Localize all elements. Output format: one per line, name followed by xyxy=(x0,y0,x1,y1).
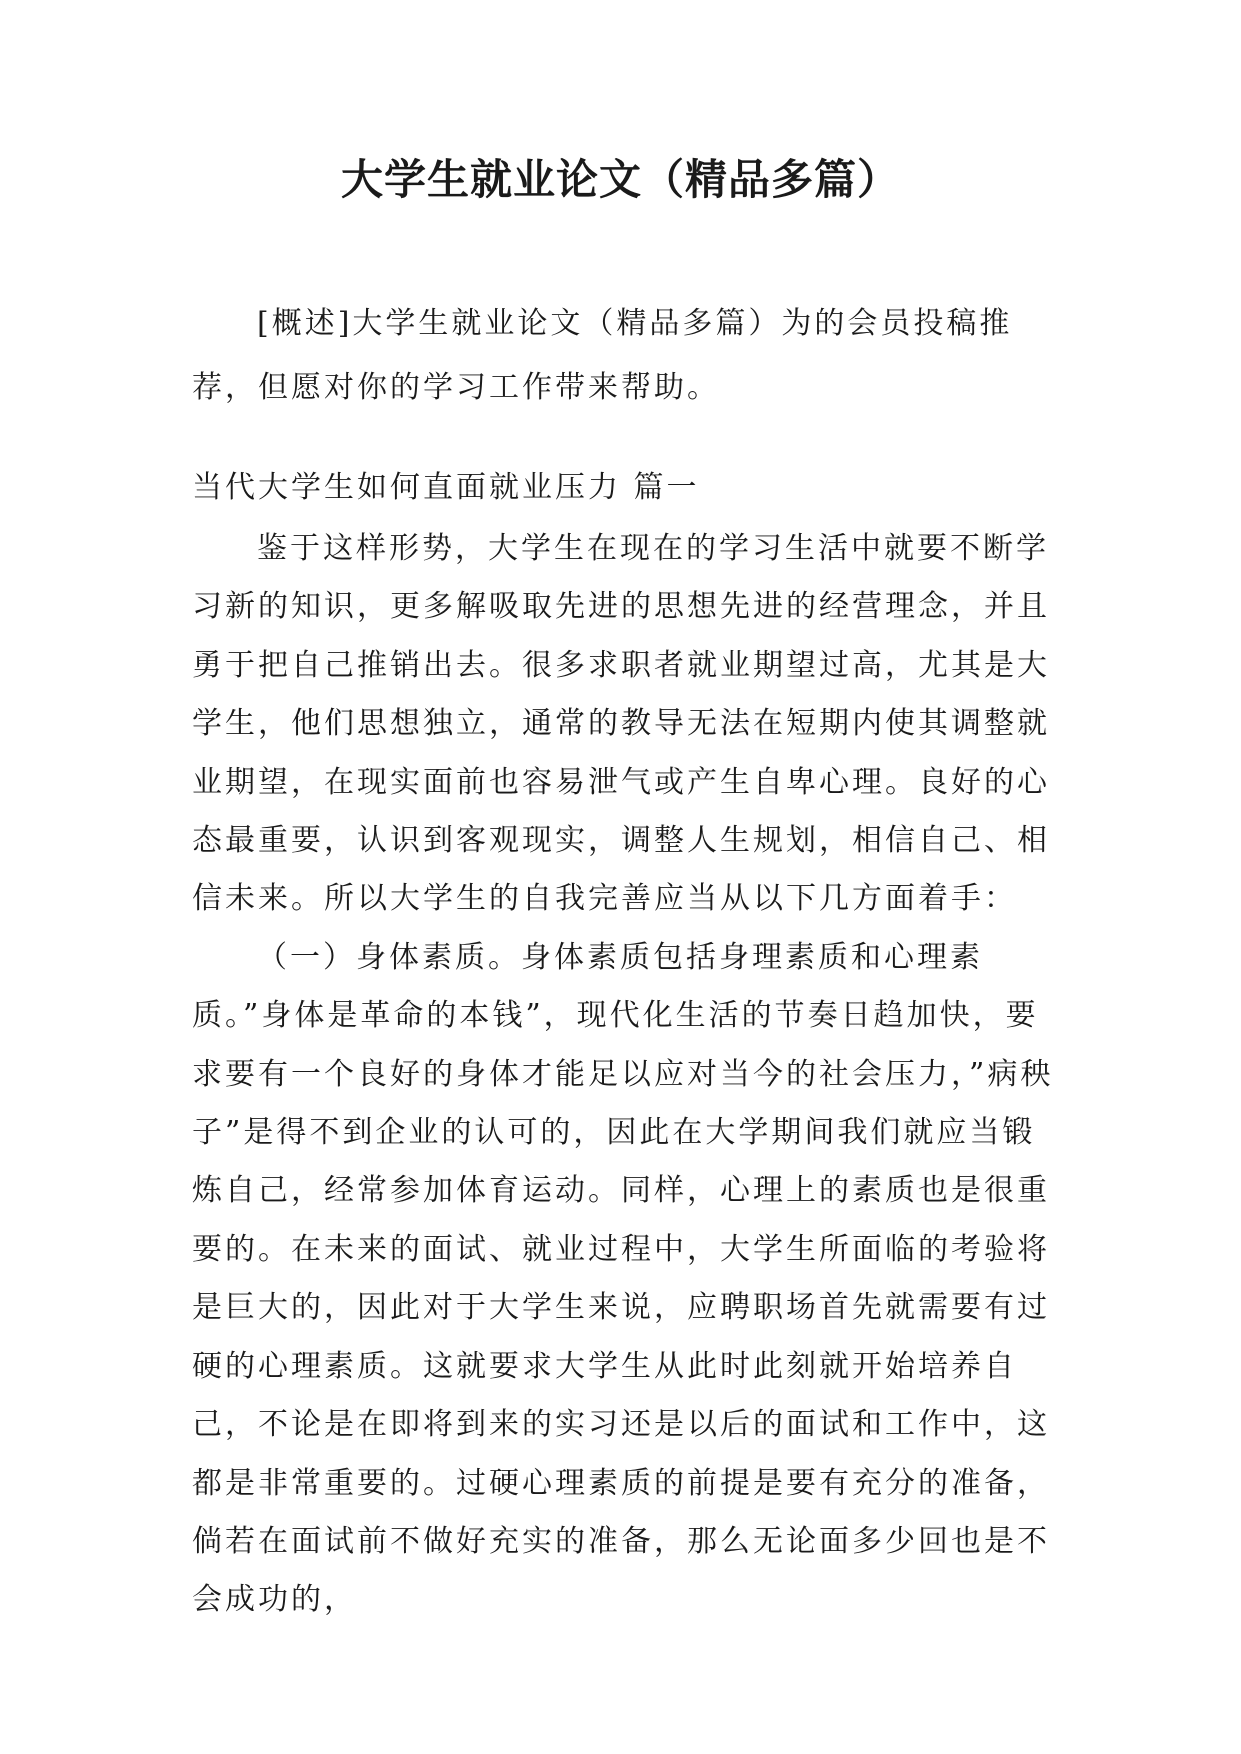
body-text xyxy=(192,520,1054,1630)
body-paragraph-2: （一）身体素质。身体素质包括身理素质和心理素质。”身体是革命的本钱”，现代化生活的节奏日趋加快，要求要有一个良好的身体才能足以应对当今的社会压力，”病秧子”是得不到企业的认可的，因此在大学期间我们就应当锻炼自己，经常参加体育运动。同样，心理上的素质也是很重要的。在未来的面试、就业过程中，大学生所面临的考验将是巨大的，因此对于大学生来说，应聘职场首先就需要有过硬的心理素质。这就要求大学生从此时此刻就开始培养自己，不论是在即将到来的实习还是以后的面试和工作中，这都是非常重要的。过硬心理素质的前提是要有充分的准备，倘若在面试前不做好充实的准备，那么无论面多少回也是不会成功的， xyxy=(192,939,1054,1618)
section-heading: 当代大学生如何直面就业压力 篇一 xyxy=(192,470,700,505)
abstract-paragraph: [概述]大学生就业论文（精品多篇）为的会员投稿推荐，但愿对你的学习工作带来帮助。 xyxy=(192,306,1013,405)
body-paragraph-1: 鉴于这样形势，大学生在现在的学习生活中就要不断学习新的知识，更多解吸取先进的思想先进的经营理念，并且勇于把自己推销出去。很多求职者就业期望过高，尤其是大学生，他们思想独立，通常的教导无法在短期内使其调整就业期望，在现实面前也容易泄气或产生自卑心理。良好的心态最重要，认识到客观现实，调整人生规划，相信自己、相信未来。所以大学生的自我完善应当从以下几方面着手： xyxy=(192,531,1050,917)
document-title: 大学生就业论文（精品多篇） xyxy=(340,155,900,204)
